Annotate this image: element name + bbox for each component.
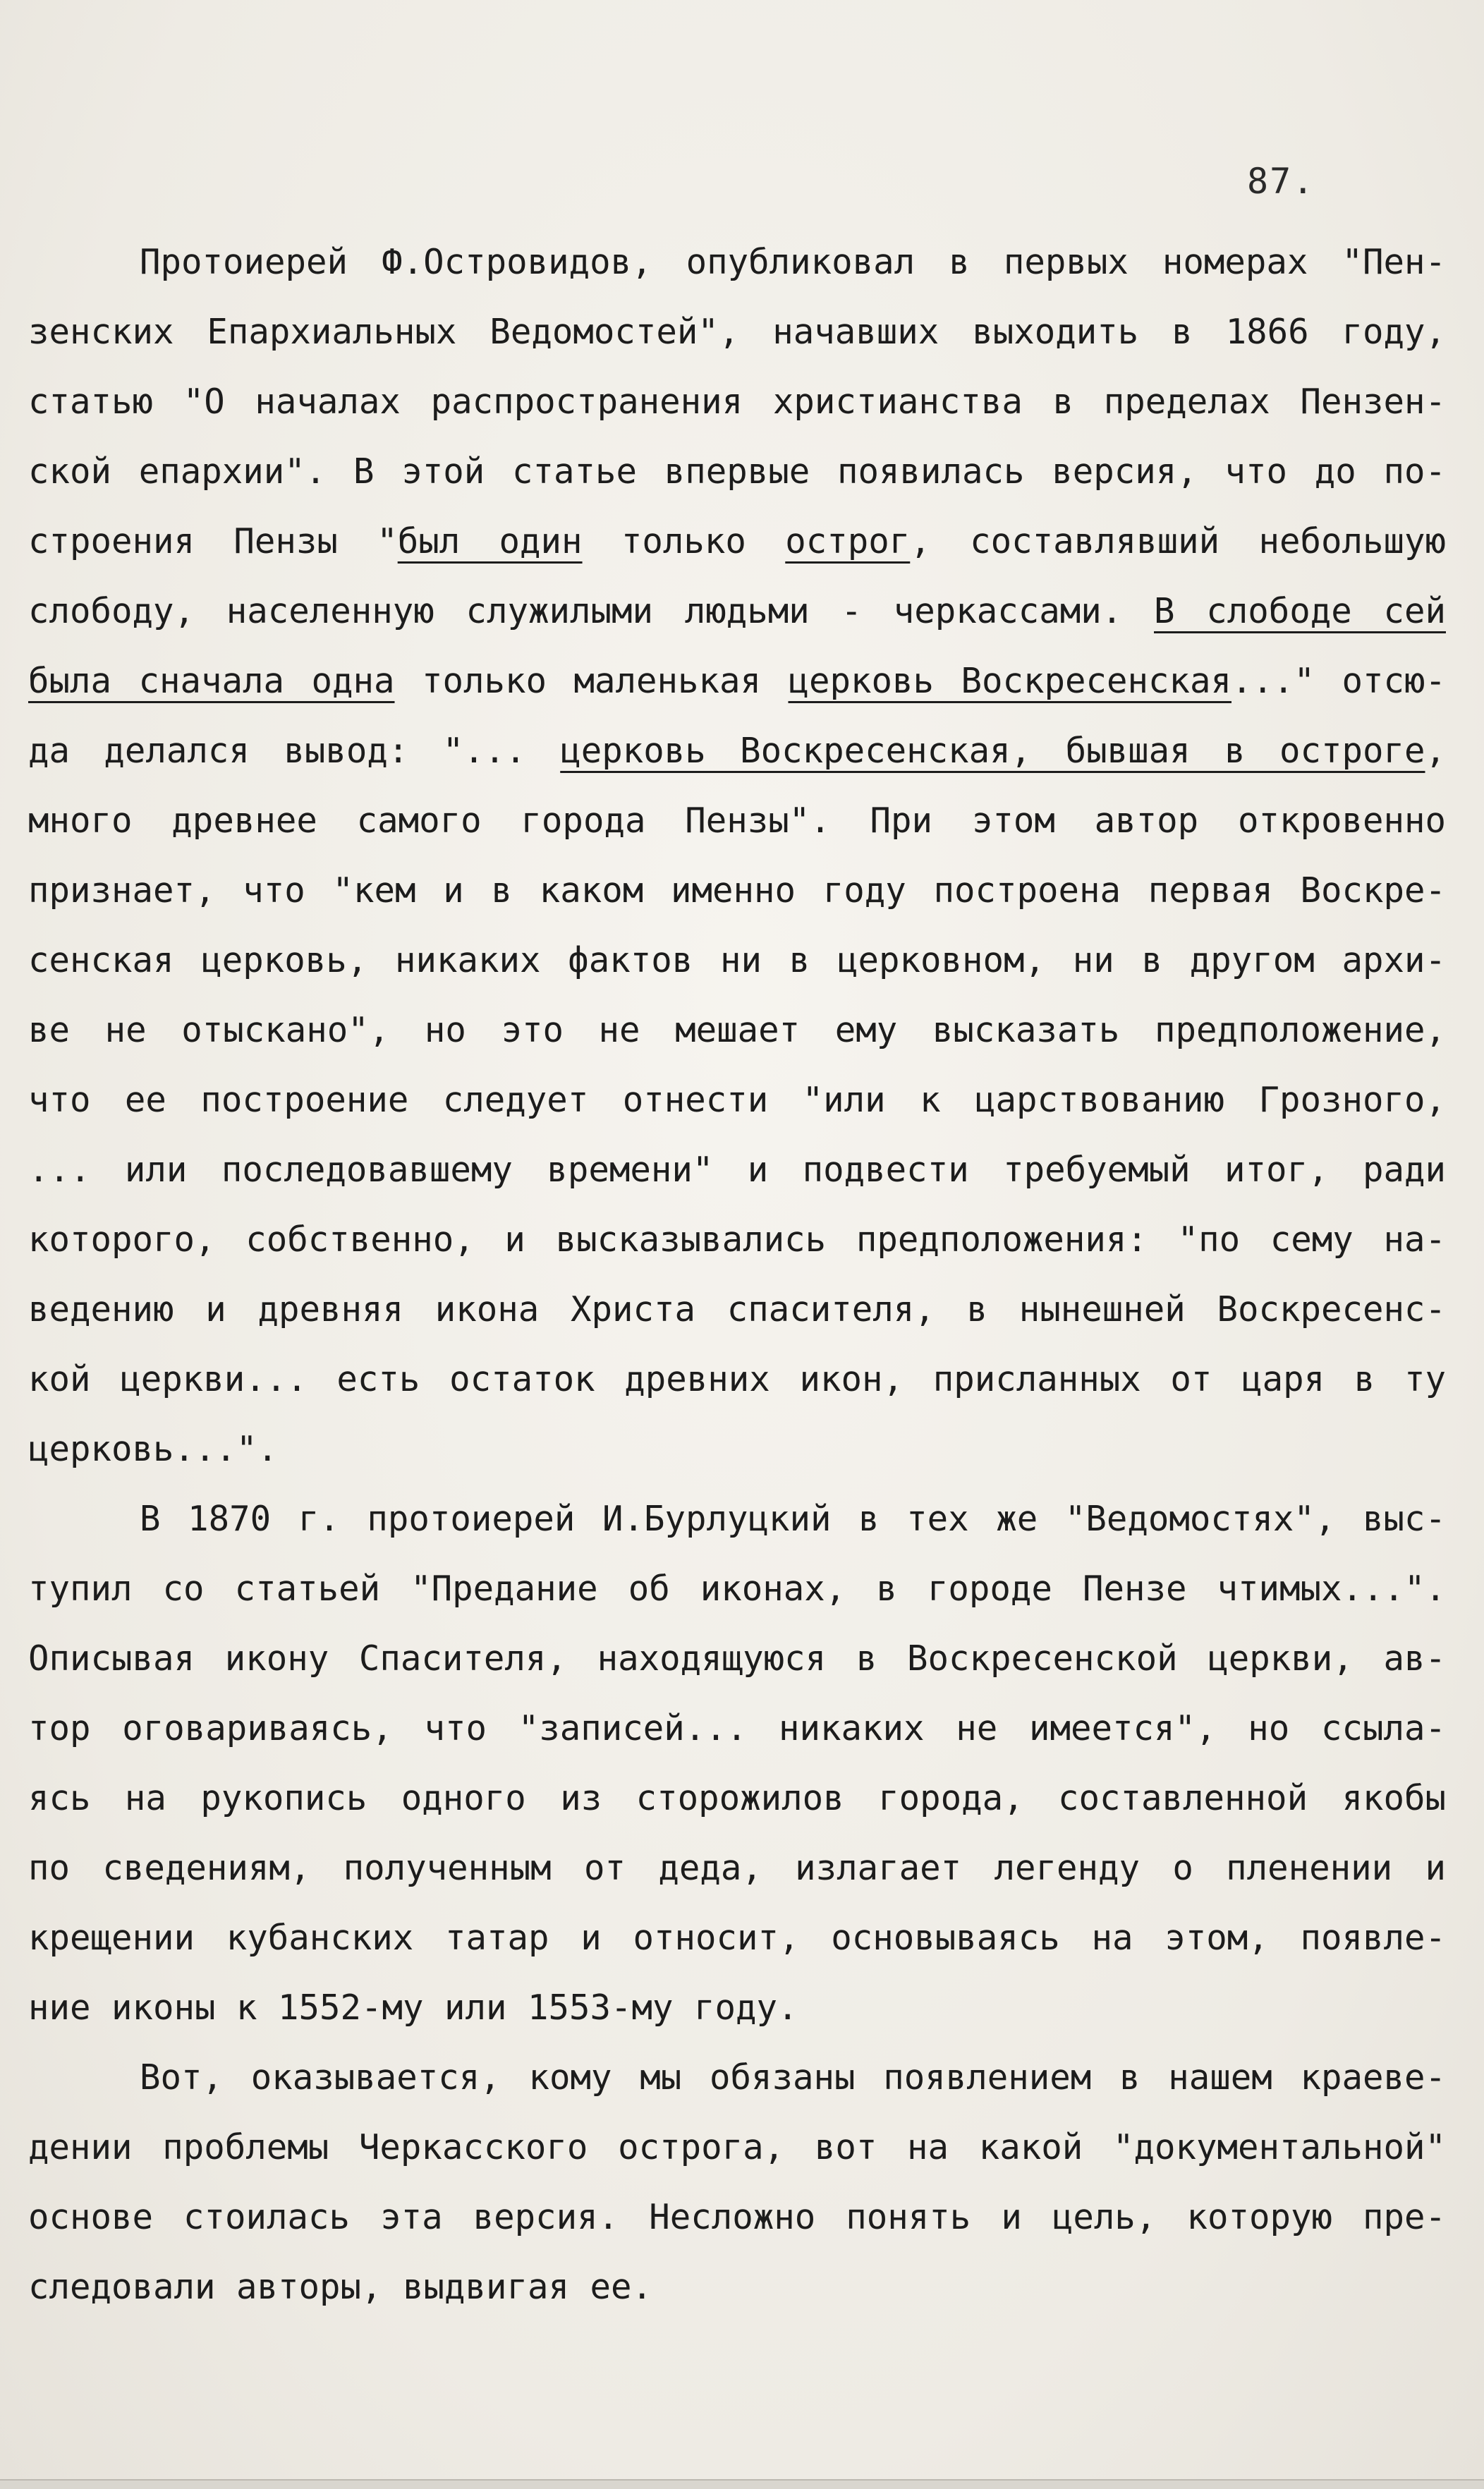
text-segment: которого, собственно, и высказывались предположения: "по сему на- — [28, 1219, 1446, 1260]
text-segment: крещении кубанских татар и относит, основываясь на этом, появле- — [28, 1918, 1446, 1958]
text-line — [28, 716, 1446, 786]
text-segment: ской епархии". В этой статье впервые появилась версия, что до по- — [28, 451, 1446, 492]
text-segment: только — [582, 521, 786, 561]
text-line — [28, 297, 1446, 367]
page-number: 87. — [1247, 161, 1315, 202]
text-line — [28, 1414, 1446, 1484]
text-segment: ... или последовавшему времени" и подвести требуемый итог, ради — [28, 1150, 1446, 1190]
text-segment: , — [1425, 731, 1446, 771]
text-segment: по сведениям, полученным от деда, излагает легенду о пленении и — [28, 1848, 1446, 1888]
text-segment: зенских Епархиальных Ведомостей", начавших выходить в 1866 году, — [28, 312, 1446, 352]
text-line — [28, 856, 1446, 925]
underlined-phrase: острог — [785, 521, 911, 561]
page-bottom-edge — [0, 2479, 1484, 2489]
text-segment: только маленькая — [394, 661, 789, 701]
text-line — [28, 1903, 1446, 1973]
text-segment: много древнее самого города Пензы". При этом автор откровенно — [28, 801, 1446, 841]
text-line — [28, 786, 1446, 856]
text-segment: основе стоилась эта версия. Несложно понять и цель, которую пре- — [28, 2197, 1446, 2237]
underlined-phrase: был один — [397, 521, 583, 561]
text-line — [28, 576, 1446, 646]
text-line — [28, 995, 1446, 1065]
text-segment: что ее построение следует отнести "или к царствованию Грозного, — [28, 1080, 1446, 1120]
text-line — [28, 646, 1446, 716]
text-segment: да делался вывод: "... — [28, 731, 561, 771]
text-line — [28, 1274, 1446, 1344]
text-line — [28, 2043, 1446, 2112]
text-line — [28, 1065, 1446, 1135]
text-segment: В 1870 г. протоиерей И.Бурлуцкий в тех же "Ведомостях", выс- — [140, 1499, 1446, 1539]
text-segment: Вот, оказывается, кому мы обязаны появлением в нашем краеве- — [140, 2057, 1446, 2098]
text-segment: ..." отсю- — [1231, 661, 1446, 701]
text-line — [28, 2252, 1446, 2322]
text-segment: ве не отыскано", но это не мешает ему высказать предположение, — [28, 1010, 1446, 1050]
underlined-phrase: была сначала одна — [28, 661, 395, 701]
text-segment: признает, что "кем и в каком именно году построена первая Воскре- — [28, 870, 1446, 911]
text-line — [28, 925, 1446, 995]
text-line — [28, 1135, 1446, 1205]
text-segment: Описывая икону Спасителя, находящуюся в Воскресенской церкви, ав- — [28, 1638, 1446, 1679]
underlined-phrase: церковь Воскресенская, бывшая в остроге — [560, 731, 1425, 771]
body-text — [28, 227, 1446, 2322]
text-segment: Протоиерей Ф.Островидов, опубликовал в первых номерах "Пен- — [140, 242, 1446, 282]
text-segment: ние иконы к 1552-му или 1553-му году. — [28, 1988, 798, 2028]
text-segment: дении проблемы Черкасского острога, вот на какой "документальной" — [28, 2127, 1446, 2167]
text-line — [28, 1624, 1446, 1693]
text-line — [28, 1973, 1446, 2043]
text-segment: статью "О началах распространения христианства в пределах Пензен- — [28, 382, 1446, 422]
text-line — [28, 1693, 1446, 1763]
text-segment: кой церкви... есть остаток древних икон, присланных от царя в ту — [28, 1359, 1446, 1399]
text-line — [28, 2182, 1446, 2252]
text-segment: сенская церковь, никаких фактов ни в церковном, ни в другом архи- — [28, 940, 1446, 980]
text-line — [28, 367, 1446, 437]
text-segment: ясь на рукопись одного из сторожилов города, составленной якобы — [28, 1778, 1446, 1818]
text-line — [28, 227, 1446, 297]
text-segment: церковь...". — [28, 1429, 279, 1469]
text-line — [28, 437, 1446, 506]
text-segment: ведению и древняя икона Христа спасителя, в нынешней Воскресенс- — [28, 1289, 1446, 1329]
text-line — [28, 1484, 1446, 1554]
text-line — [28, 1763, 1446, 1833]
text-segment: тор оговариваясь, что "записей... никаких не имеется", но ссыла- — [28, 1708, 1446, 1748]
text-line — [28, 1554, 1446, 1624]
text-line — [28, 1205, 1446, 1274]
text-line — [28, 506, 1446, 576]
underlined-phrase: церковь Воскресенская — [788, 661, 1231, 701]
text-line — [28, 1344, 1446, 1414]
underlined-phrase: В слободе сей — [1154, 591, 1446, 631]
text-line — [28, 1833, 1446, 1903]
text-segment: , составлявший небольшую — [910, 521, 1446, 561]
text-segment: тупил со статьей "Предание об иконах, в городе Пензе чтимых...". — [28, 1569, 1446, 1609]
text-line — [28, 2112, 1446, 2182]
text-segment: строения Пензы " — [28, 521, 398, 561]
text-segment: следовали авторы, выдвигая ее. — [28, 2267, 653, 2307]
text-segment: слободу, населенную служилыми людьми - черкассами. — [28, 591, 1154, 631]
